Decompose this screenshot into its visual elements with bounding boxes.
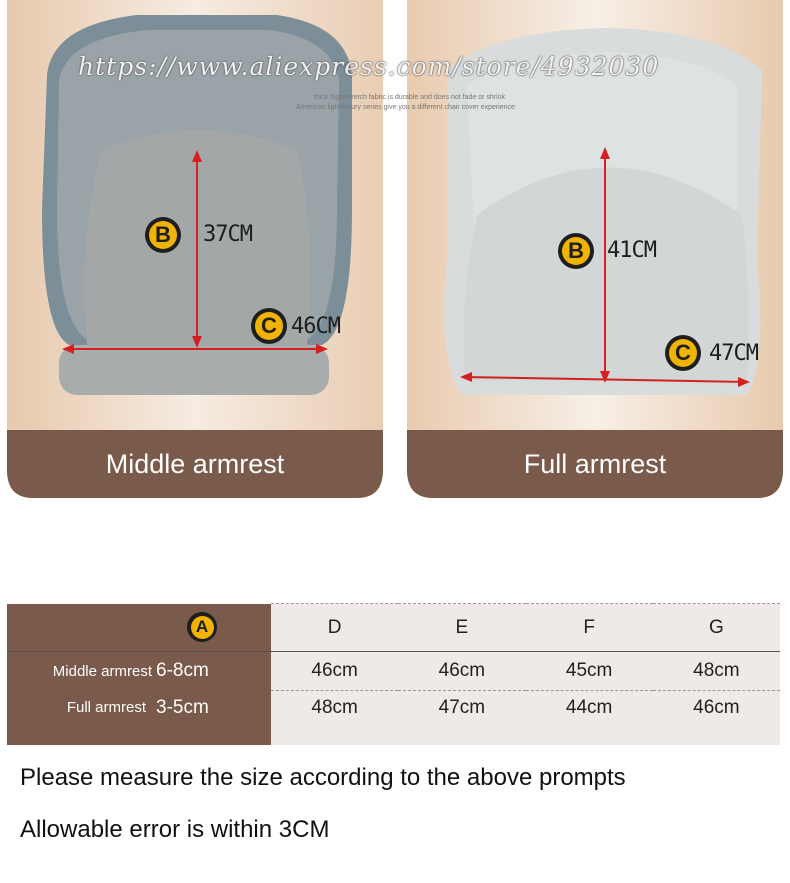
size-table — [7, 603, 780, 745]
column-header-g: G — [653, 604, 780, 652]
measure-instruction: Please measure the size according to the above prompts — [20, 764, 626, 791]
a-value-cell: 3-5cm — [156, 691, 271, 745]
g-value-cell: 48cm — [653, 652, 780, 691]
error-tolerance-note: Allowable error is within 3CM — [20, 816, 330, 843]
d-value-cell: 48cm — [271, 691, 398, 745]
c-marker-icon: C — [251, 308, 287, 344]
column-header-f: F — [526, 604, 653, 652]
b-marker-icon: B — [558, 233, 594, 269]
panel-caption: Middle armrest — [105, 448, 285, 479]
e-value-cell: 47cm — [398, 691, 525, 745]
b-measure-label: 37CM — [203, 222, 252, 247]
table-header-row — [7, 604, 780, 652]
g-value-cell: 46cm — [653, 691, 780, 745]
d-value-cell: 46cm — [271, 652, 398, 691]
c-measure-label: 46CM — [291, 314, 340, 339]
b-measure-label: 41CM — [607, 238, 656, 263]
b-marker-icon: B — [145, 217, 181, 253]
row-name-cell: Middle armrest — [7, 652, 156, 691]
table-row — [7, 691, 780, 745]
e-value-cell: 46cm — [398, 652, 525, 691]
series-fine-print: American light luxury series give you a different chair cover experience — [296, 104, 515, 111]
f-value-cell: 44cm — [526, 691, 653, 745]
a-value-cell: 6-8cm — [156, 652, 271, 691]
f-value-cell: 45cm — [526, 652, 653, 691]
header-a-cell — [7, 604, 271, 652]
column-header-e: E — [398, 604, 525, 652]
c-measure-label: 47CM — [709, 341, 758, 366]
fabric-fine-print: thick high-stretch fabric is durable and does not fade or shrink — [314, 94, 506, 101]
column-header-d: D — [271, 604, 398, 652]
row-name-cell: Full armrest — [7, 691, 156, 745]
panel-caption: Full armrest — [523, 448, 667, 479]
table-row — [7, 652, 780, 691]
a-marker-icon: A — [187, 612, 217, 642]
store-url-watermark: https://www.aliexpress.com/store/4932030 — [78, 52, 660, 81]
c-marker-icon: C — [665, 335, 701, 371]
